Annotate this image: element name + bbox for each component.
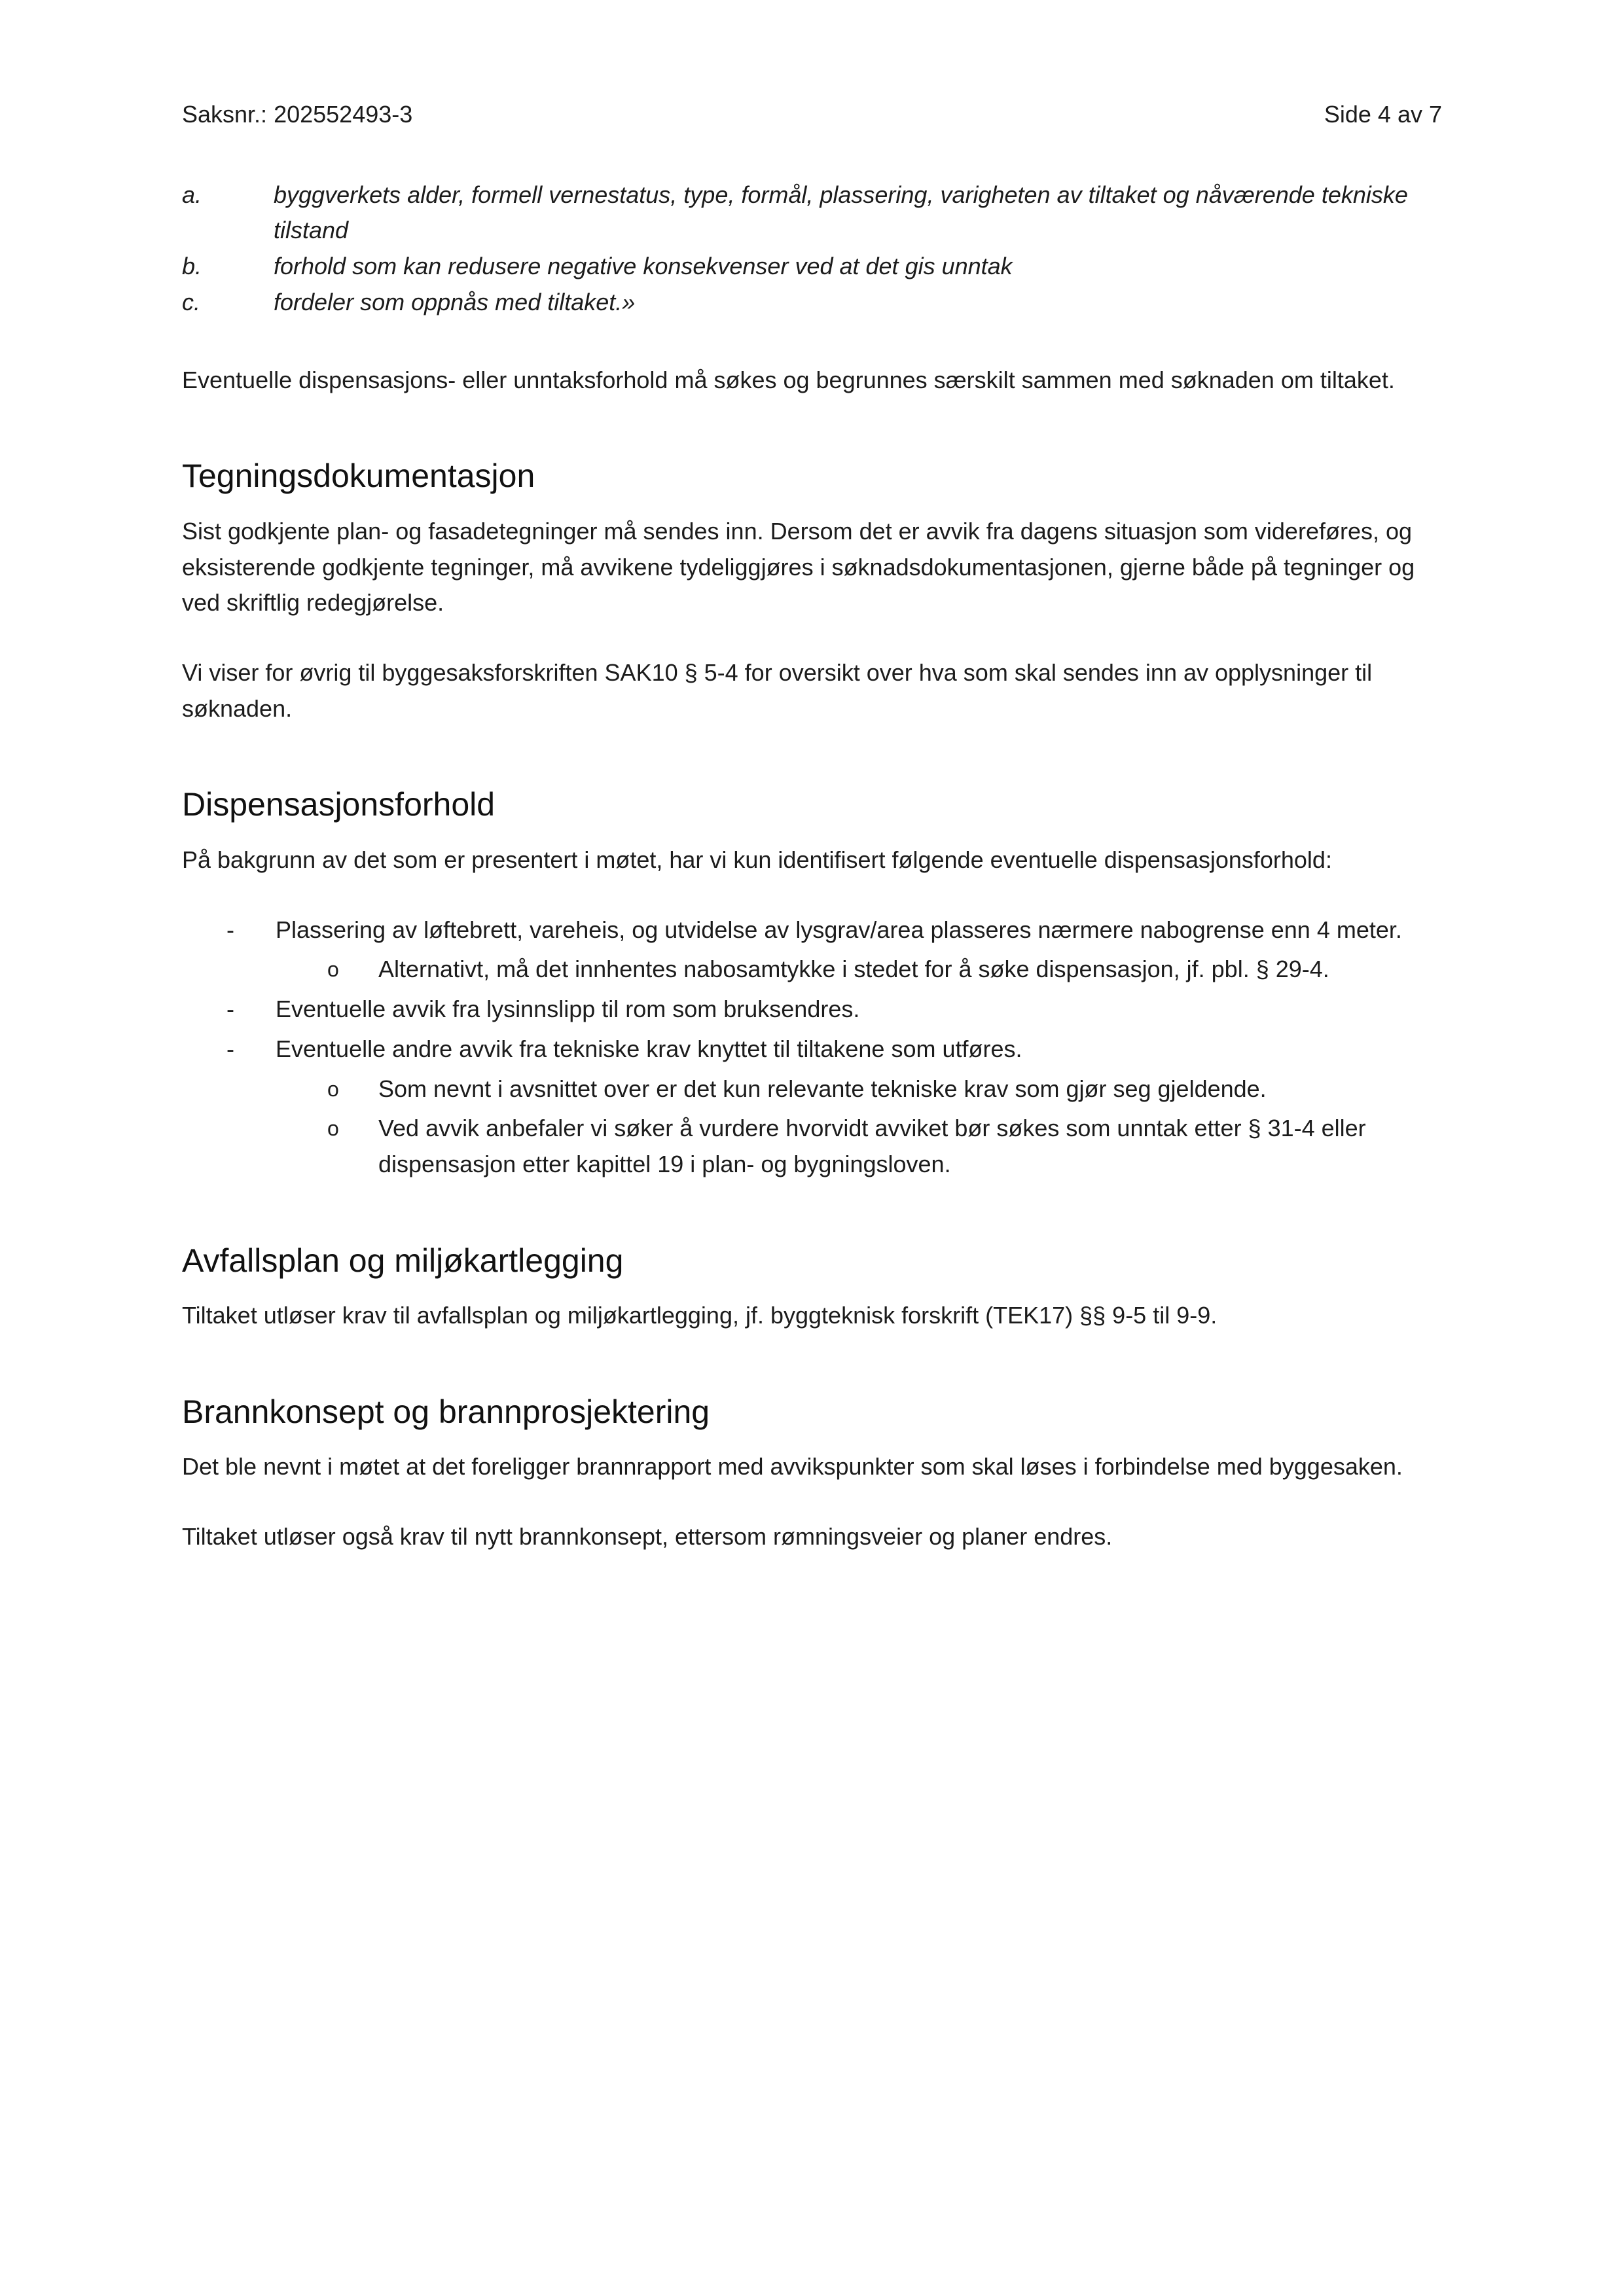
list-text: fordeler som oppnås med tiltaket.»	[274, 288, 636, 315]
paragraph: På bakgrunn av det som er presentert i møtet, har vi kun identifisert følgende eventuelle dispensasjonsforhold:	[182, 846, 1332, 873]
list-text: byggverkets alder, formell vernestatus, type, formål, plassering, varigheten av tiltaket og nåværende tekniske tilstand	[274, 181, 1408, 244]
list-text: Alternativt, må det innhentes nabosamtykke i stedet for å søke dispensasjon, jf. pbl. § 29-4.	[378, 956, 1329, 983]
list-item	[182, 285, 1442, 321]
list-item	[182, 249, 1442, 285]
list-item	[182, 1031, 1442, 1067]
list-marker: b.	[182, 253, 202, 280]
list-marker: o	[327, 1117, 339, 1141]
list-text: Plassering av løftebrett, vareheis, og utvidelse av lysgrav/area plasseres nærmere nabogrense enn 4 meter.	[276, 916, 1402, 943]
list-marker: c.	[182, 288, 201, 315]
list-text: Eventuelle avvik fra lysinnslipp til rom som bruksendres.	[276, 996, 860, 1023]
list-text: Eventuelle andre avvik fra tekniske krav knyttet til tiltakene som utføres.	[276, 1035, 1022, 1062]
list-text: Som nevnt i avsnittet over er det kun relevante tekniske krav som gjør seg gjeldende.	[378, 1075, 1267, 1102]
paragraph: Vi viser for øvrig til byggesaksforskriften SAK10 § 5-4 for oversikt over hva som skal sendes inn av opplysninger til søknaden.	[182, 658, 1373, 722]
doc-header	[182, 97, 1442, 133]
section-dispensasjonsforhold	[182, 784, 1442, 1182]
list-item	[182, 992, 1442, 1028]
list-item	[182, 177, 1442, 249]
list-marker: -	[226, 916, 234, 943]
sub-list-item	[182, 1111, 1442, 1182]
list-text: Ved avvik anbefaler vi søker å vurdere hvorvidt avviket bør søkes som unntak etter § 31-4 eller dispensasjon etter kapittel 19 i plan- og bygningsloven.	[378, 1115, 1366, 1177]
paragraph: Sist godkjente plan- og fasadetegninger må sendes inn. Dersom det er avvik fra dagens situasjon som videreføres, og eksisterende godkjente tegninger, må avvikene tydeliggjøres i søknadsdokumentasjonen, gjerne både på tegninger og ved skriftlig redegjørelse.	[182, 517, 1415, 617]
list-marker: -	[226, 1035, 234, 1062]
section-title: Brannkonsept og brannprosjektering	[182, 1393, 710, 1430]
sub-list-item	[182, 1071, 1442, 1107]
section-title: Tegningsdokumentasjon	[182, 457, 535, 495]
list-text: forhold som kan redusere negative konsekvenser ved at det gis unntak	[274, 253, 1013, 280]
case-number-label: Saksnr.: 202552493-3	[182, 101, 413, 128]
list-marker: o	[327, 1077, 339, 1101]
quote-list	[182, 177, 1442, 321]
list-marker: o	[327, 958, 339, 982]
list-item	[182, 912, 1442, 948]
section-title: Dispensasjonsforhold	[182, 786, 496, 823]
sub-list-item	[182, 952, 1442, 988]
dispensasjon-list	[182, 912, 1442, 1183]
section-brannkonsept	[182, 1391, 1442, 1555]
paragraph: Tiltaket utløser krav til avfallsplan og miljøkartlegging, jf. byggteknisk forskrift (TEK17) §§ 9-5 til 9-9.	[182, 1302, 1218, 1329]
list-marker: -	[226, 996, 234, 1023]
paragraph: Det ble nevnt i møtet at det foreligger brannrapport med avvikspunkter som skal løses i forbindelse med byggesaken.	[182, 1453, 1403, 1480]
section-tegningsdokumentasjon	[182, 456, 1442, 726]
paragraph: Tiltaket utløser også krav til nytt brannkonsept, ettersom rømningsveier og planer endres.	[182, 1523, 1113, 1551]
list-marker: a.	[182, 181, 202, 208]
section-title: Avfallsplan og miljøkartlegging	[182, 1242, 624, 1279]
intro-paragraph: Eventuelle dispensasjons- eller unntaksforhold må søkes og begrunnes særskilt sammen med søknaden om tiltaket.	[182, 366, 1395, 393]
page-number-label: Side 4 av 7	[1324, 101, 1442, 128]
section-avfallsplan	[182, 1240, 1442, 1334]
